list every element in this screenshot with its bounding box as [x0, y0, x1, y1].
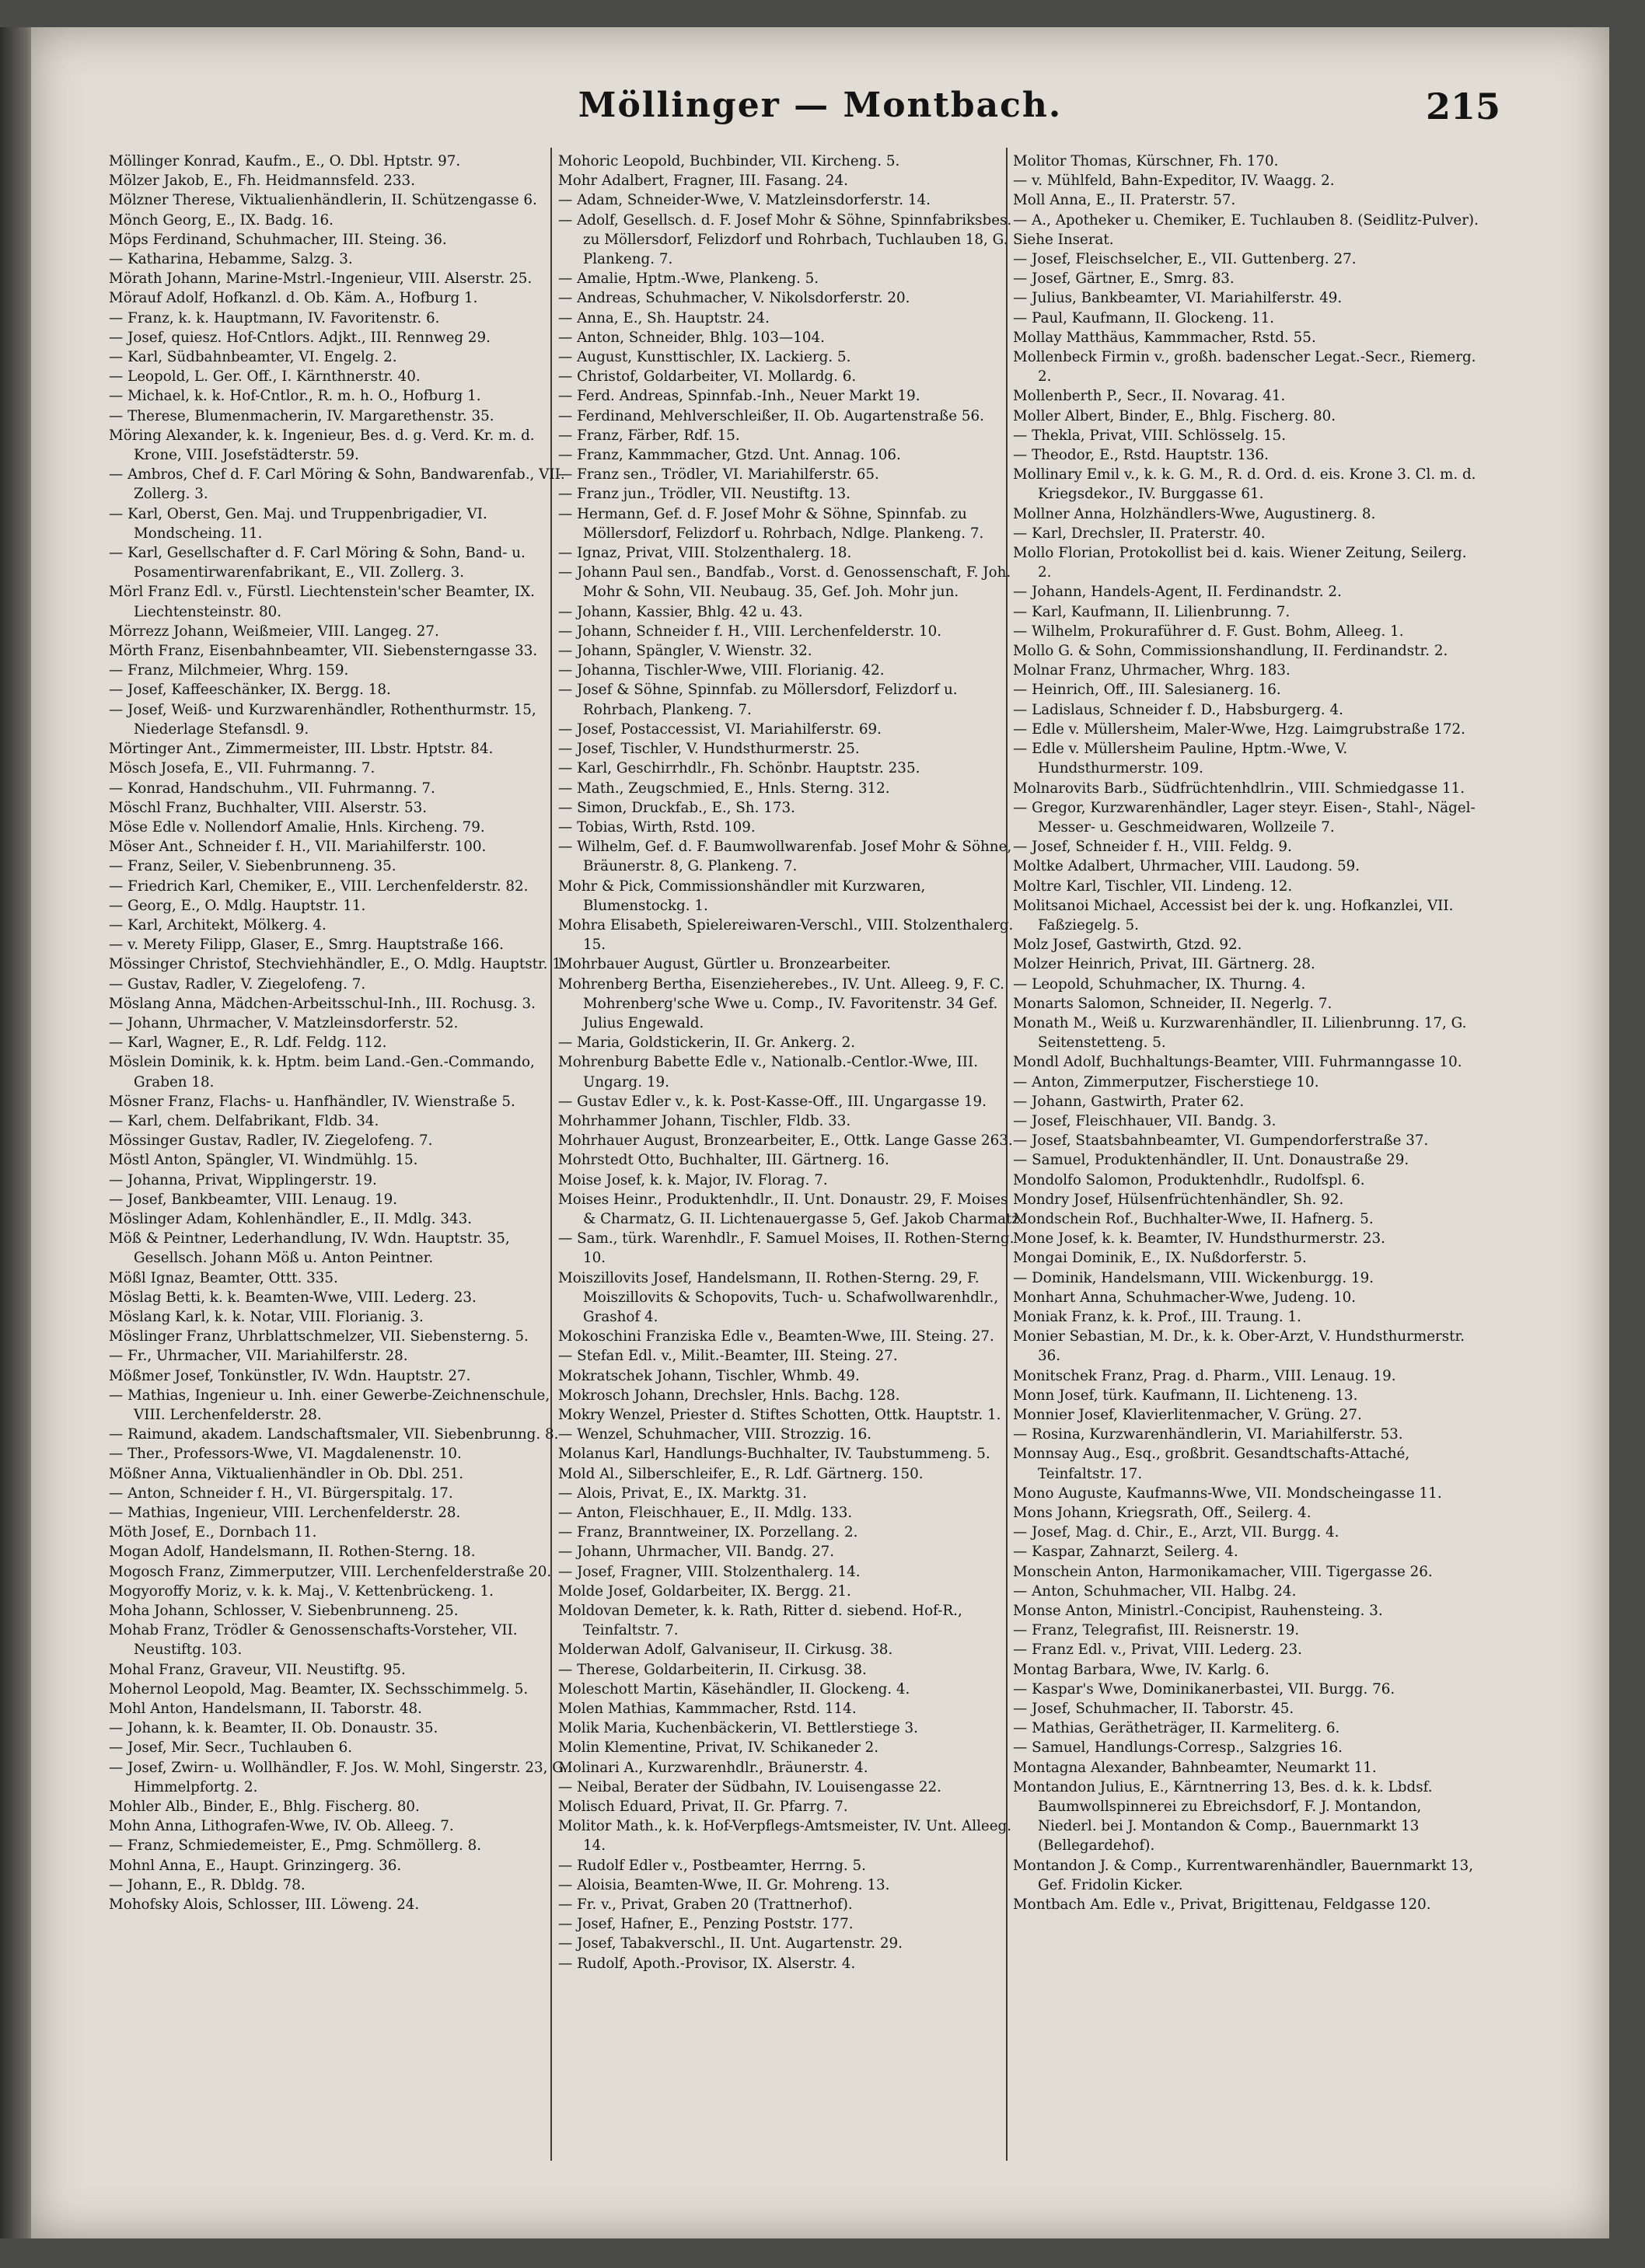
- directory-entry: — Karl, Oberst, Gen. Maj. und Truppenbrigadier, VI. Mondscheing. 11.: [109, 505, 487, 542]
- directory-entry: Mohler Alb., Binder, E., Bhlg. Fischerg. 80.: [109, 1799, 420, 1816]
- directory-entry: — Josef, Tabakverschl., II. Unt. Augartenstr. 29.: [558, 1935, 903, 1952]
- directory-entry: Mollenberth P., Secr., II. Novarag. 41.: [1013, 388, 1286, 405]
- directory-entry: — Ladislaus, Schneider f. D., Habsburgerg. 4.: [1013, 701, 1343, 718]
- running-head: Möllinger — Montbach.: [578, 85, 1063, 125]
- directory-entry: Monnsay Aug., Esq., großbrit. Gesandtschafts-Attaché, Teinfaltstr. 17.: [1013, 1446, 1410, 1482]
- directory-entry: — Thekla, Privat, VIII. Schlösselg. 15.: [1013, 427, 1287, 444]
- directory-entry: — Johann, k. k. Beamter, II. Ob. Donaustr. 35.: [109, 1720, 438, 1737]
- directory-entry: — August, Kunsttischler, IX. Lackierg. 5.: [558, 349, 851, 366]
- directory-entry: Möslinger Adam, Kohlenhändler, E., II. Mdlg. 343.: [109, 1210, 473, 1227]
- directory-entry: Mohr & Pick, Commissionshändler mit Kurzwaren, Blumenstockg. 1.: [558, 878, 926, 914]
- directory-entry: — v. Mühlfeld, Bahn-Expeditor, IV. Waagg. 2.: [1013, 173, 1335, 190]
- directory-entry: Molisch Eduard, Privat, II. Gr. Pfarrg. 7.: [558, 1799, 848, 1816]
- directory-entry: Molik Maria, Kuchenbäckerin, VI. Bettlerstiege 3.: [558, 1720, 918, 1737]
- directory-entry: — Franz jun., Trödler, VII. Neustiftg. 13.: [558, 486, 850, 503]
- directory-entry: — Josef, Tischler, V. Hundsthurmerstr. 25.: [558, 741, 860, 758]
- directory-entry: Mohrenburg Babette Edle v., Nationalb.-Centlor.-Wwe, III. Ungarg. 19.: [558, 1054, 979, 1090]
- directory-column-3: [1013, 152, 1479, 1914]
- directory-entry: Moltre Karl, Tischler, VII. Lindeng. 12.: [1013, 878, 1293, 895]
- directory-entry: — Julius, Bankbeamter, VI. Mariahilferstr. 49.: [1013, 290, 1343, 307]
- directory-entry: — Wenzel, Schuhmacher, VIII. Strozzig. 16.: [558, 1426, 872, 1443]
- directory-entry: — Johann, Handels-Agent, II. Ferdinandstr. 2.: [1013, 584, 1342, 601]
- directory-entry: Mondolfo Salomon, Produktenhdlr., Rudolfspl. 6.: [1013, 1171, 1365, 1188]
- directory-entry: Mohernol Leopold, Mag. Beamter, IX. Sechsschimmelg. 5.: [109, 1680, 529, 1698]
- directory-entry: — Karl, Südbahnbeamter, VI. Engelg. 2.: [109, 349, 397, 366]
- directory-entry: Monse Anton, Ministrl.-Concipist, Rauhensteing. 3.: [1013, 1603, 1383, 1620]
- directory-entry: — Josef, Hafner, E., Penzing Poststr. 177.: [558, 1916, 854, 1933]
- directory-entry: — Johann, Uhrmacher, V. Matzleinsdorferstr. 52.: [109, 1014, 459, 1031]
- directory-entry: Mollay Matthäus, Kammmacher, Rstd. 55.: [1013, 329, 1316, 346]
- directory-entry: Monn Josef, türk. Kaufmann, II. Lichteneng. 13.: [1013, 1387, 1358, 1404]
- directory-entry: Mongai Dominik, E., IX. Nußdorferstr. 5.: [1013, 1250, 1307, 1267]
- directory-entry: — Andreas, Schuhmacher, V. Nikolsdorferstr. 20.: [558, 290, 910, 307]
- directory-entry: Mohn Anna, Lithografen-Wwe, IV. Ob. Alleeg. 7.: [109, 1818, 454, 1835]
- directory-entry: Montagna Alexander, Bahnbeamter, Neumarkt 11.: [1013, 1759, 1377, 1776]
- directory-entry: Mörauf Adolf, Hofkanzl. d. Ob. Käm. A., Hofburg 1.: [109, 290, 478, 307]
- directory-entry: Molde Josef, Goldarbeiter, IX. Bergg. 21.: [558, 1582, 851, 1600]
- directory-entry: Monnier Josef, Klavierlitenmacher, V. Grüng. 27.: [1013, 1407, 1362, 1423]
- directory-entry: Molanus Karl, Handlungs-Buchhalter, IV. Taubstummeng. 5.: [558, 1446, 990, 1463]
- directory-entry: — Katharina, Hebamme, Salzg. 3.: [109, 251, 353, 268]
- directory-entry: Mölzner Therese, Viktualienhändlerin, II. Schützengasse 6.: [109, 192, 537, 209]
- directory-entry: — Josef, Kaffeeschänker, IX. Bergg. 18.: [109, 682, 391, 699]
- directory-entry: Moll Anna, E., II. Praterstr. 57.: [1013, 192, 1236, 209]
- directory-column-1: [109, 152, 575, 1914]
- directory-entry: — Josef, Mir. Secr., Tuchlauben 6.: [109, 1739, 353, 1757]
- directory-entry: — Michael, k. k. Hof-Cntlor., R. m. h. O., Hofburg 1.: [109, 388, 481, 405]
- directory-entry: Molitor Thomas, Kürschner, Fh. 170.: [1013, 153, 1279, 169]
- directory-entry: Mollner Anna, Holzhändlers-Wwe, Augustinerg. 8.: [1013, 505, 1376, 522]
- directory-entry: — Karl, Kaufmann, II. Lilienbrunng. 7.: [1013, 603, 1291, 620]
- directory-entry: Mohr Adalbert, Fragner, III. Fasang. 24.: [558, 173, 848, 190]
- directory-entry: Montag Barbara, Wwe, IV. Karlg. 6.: [1013, 1661, 1270, 1678]
- directory-entry: — Heinrich, Off., III. Salesianerg. 16.: [1013, 682, 1281, 699]
- directory-entry: — Rudolf Edler v., Postbeamter, Herrng. 5.: [558, 1857, 866, 1874]
- directory-entry: Monath M., Weiß u. Kurzwarenhändler, II. Lilienbrunng. 17, G. Seitenstetteng. 5.: [1013, 1014, 1467, 1052]
- directory-entry: — Josef, quiesz. Hof-Cntlors. Adjkt., III. Rennweg 29.: [109, 329, 491, 346]
- directory-entry: Möstl Anton, Spängler, VI. Windmühlg. 15.: [109, 1152, 418, 1169]
- directory-entry: Möschl Franz, Buchhalter, VIII. Alserstr. 53.: [109, 799, 428, 816]
- directory-entry: — Josef, Schneider f. H., VIII. Feldg. 9.: [1013, 839, 1292, 856]
- directory-entry: — Mathias, Gerätheträger, II. Karmeliterg. 6.: [1013, 1720, 1340, 1737]
- directory-column-2: [558, 152, 1025, 1973]
- directory-entry: — Therese, Blumenmacherin, IV. Margarethenstr. 35.: [109, 407, 494, 424]
- directory-entry: Mokry Wenzel, Priester d. Stiftes Schotten, Ottk. Hauptstr. 1.: [558, 1407, 1001, 1423]
- directory-entry: Mokratschek Johann, Tischler, Whmb. 49.: [558, 1367, 860, 1384]
- directory-entry: — Ther., Professors-Wwe, VI. Magdalenenstr. 10.: [109, 1446, 462, 1463]
- directory-entry: — Josef, Zwirn- u. Wollhändler, F. Jos. W. Mohl, Singerstr. 23, G. Himmelpfortg. 2.: [109, 1759, 568, 1795]
- directory-entry: — Wilhelm, Prokuraführer d. F. Gust. Bohm, Alleeg. 1.: [1013, 623, 1404, 640]
- directory-entry: — Raimund, akadem. Landschaftsmaler, VII. Siebenbrunng. 8.: [109, 1426, 559, 1443]
- directory-entry: — Fr., Uhrmacher, VII. Mariahilferstr. 28.: [109, 1348, 408, 1365]
- directory-entry: — Josef, Weiß- und Kurzwarenhändler, Rothenthurmstr. 15, Niederlage Stefansdl. 9.: [109, 701, 536, 738]
- page-number: 215: [1425, 85, 1500, 127]
- directory-entry: — Anton, Fleischhauer, E., II. Mdlg. 133.: [558, 1505, 853, 1522]
- directory-entry: Möring Alexander, k. k. Ingenieur, Bes. d. g. Verd. Kr. m. d. Krone, VIII. Josefstädterstr. 59.: [109, 427, 535, 464]
- directory-entry: — Rudolf, Apoth.-Provisor, IX. Alserstr. 4.: [558, 1955, 856, 1972]
- directory-entry: Mößner Anna, Viktualienhändler in Ob. Dbl. 251.: [109, 1465, 464, 1482]
- directory-entry: Mößmer Josef, Tonkünstler, IV. Wdn. Hauptstr. 27.: [109, 1367, 471, 1384]
- directory-entry: — Ambros, Chef d. F. Carl Möring & Sohn, Bandwarenfab., VII. Zollerg. 3.: [109, 466, 565, 503]
- directory-entry: — Karl, Geschirrhdlr., Fh. Schönbr. Hauptstr. 235.: [558, 760, 920, 777]
- directory-entry: Monschein Anton, Harmonikamacher, VIII. Tigergasse 26.: [1013, 1563, 1433, 1580]
- directory-entry: — Josef, Gärtner, E., Smrg. 83.: [1013, 270, 1235, 288]
- directory-entry: Moltke Adalbert, Uhrmacher, VIII. Laudong. 59.: [1013, 858, 1360, 875]
- directory-entry: — Karl, Drechsler, II. Praterstr. 40.: [1013, 525, 1266, 542]
- directory-entry: — Johanna, Tischler-Wwe, VIII. Florianig. 42.: [558, 662, 885, 679]
- directory-entry: — Anton, Schuhmacher, VII. Halbg. 24.: [1013, 1582, 1297, 1600]
- directory-entry: — Amalie, Hptm.-Wwe, Plankeng. 5.: [558, 270, 819, 288]
- directory-entry: Mohrstedt Otto, Buchhalter, III. Gärtnerg. 16.: [558, 1152, 889, 1169]
- directory-entry: — Fr. v., Privat, Graben 20 (Trattnerhof).: [558, 1896, 853, 1914]
- directory-entry: — Neibal, Berater der Südbahn, IV. Louisengasse 22.: [558, 1778, 941, 1795]
- directory-entry: — Anna, E., Sh. Hauptstr. 24.: [558, 309, 770, 326]
- directory-entry: Moller Albert, Binder, E., Bhlg. Fischerg. 80.: [1013, 407, 1336, 424]
- directory-entry: Mössinger Gustav, Radler, IV. Ziegelofeng. 7.: [109, 1132, 433, 1150]
- directory-entry: Mohrhammer Johann, Tischler, Fldb. 33.: [558, 1112, 851, 1129]
- directory-entry: — Ferdinand, Mehlverschleißer, II. Ob. Augartenstraße 56.: [558, 407, 984, 424]
- directory-entry: — Josef & Söhne, Spinnfab. zu Möllersdorf, Felizdorf u. Rohrbach, Plankeng. 7.: [558, 682, 958, 718]
- directory-entry: Möse Edle v. Nollendorf Amalie, Hnls. Kircheng. 79.: [109, 818, 485, 836]
- directory-entry: Mokoschini Franziska Edle v., Beamten-Wwe, III. Steing. 27.: [558, 1328, 994, 1345]
- directory-entry: Mollo Florian, Protokollist bei d. kais. Wiener Zeitung, Seilerg. 2.: [1013, 545, 1467, 581]
- directory-entry: — Josef, Staatsbahnbeamter, VI. Gumpendorferstraße 37.: [1013, 1132, 1429, 1150]
- directory-entry: Mörrezz Johann, Weißmeier, VIII. Langeg. 27.: [109, 623, 439, 640]
- directory-entry: Möslag Betti, k. k. Beamten-Wwe, VIII. Lederg. 23.: [109, 1289, 477, 1306]
- directory-entry: Moleschott Martin, Käsehändler, II. Glockeng. 4.: [558, 1680, 910, 1698]
- directory-entry: — Sam., türk. Warenhdlr., F. Samuel Moises, II. Rothen-Sterng. 10.: [558, 1230, 1015, 1267]
- directory-entry: — Konrad, Handschuhm., VII. Fuhrmanng. 7.: [109, 780, 435, 797]
- directory-entry: Mone Josef, k. k. Beamter, IV. Hundsthurmerstr. 23.: [1013, 1230, 1385, 1247]
- directory-entry: Mollo G. & Sohn, Commissionshandlung, II. Ferdinandstr. 2.: [1013, 643, 1448, 660]
- directory-entry: — Georg, E., O. Mdlg. Hauptstr. 11.: [109, 897, 366, 914]
- directory-entry: — Gustav, Radler, V. Ziegelofeng. 7.: [109, 975, 366, 993]
- directory-entry: Molitsanoi Michael, Accessist bei der k. ung. Hofkanzlei, VII. Faßziegelg. 5.: [1013, 897, 1454, 933]
- directory-entry: — Josef, Fragner, VIII. Stolzenthalerg. 14.: [558, 1563, 861, 1580]
- directory-entry: Möps Ferdinand, Schuhmacher, III. Steing. 36.: [109, 231, 447, 248]
- directory-entry: Mörth Franz, Eisenbahnbeamter, VII. Siebensterngasse 33.: [109, 643, 538, 660]
- directory-entry: Möllinger Konrad, Kaufm., E., O. Dbl. Hptstr. 97.: [109, 153, 461, 169]
- directory-entry: Molinari A., Kurzwarenhdlr., Bräunerstr. 4.: [558, 1759, 868, 1776]
- directory-entry: — Anton, Schneider f. H., VI. Bürgerspitalg. 17.: [109, 1485, 453, 1502]
- directory-entry: Moha Johann, Schlosser, V. Siebenbrunneng. 25.: [109, 1603, 459, 1620]
- directory-entry: Möser Ant., Schneider f. H., VII. Mariahilferstr. 100.: [109, 839, 487, 856]
- directory-entry: — Karl, Architekt, Mölkerg. 4.: [109, 916, 327, 933]
- directory-entry: — Johann Paul sen., Bandfab., Vorst. d. Genossenschaft, F. Joh. Mohr & Sohn, VII. Neubaug. 35, Gef. Joh. Mohr jun.: [558, 564, 1011, 601]
- directory-entry: Mösch Josefa, E., VII. Fuhrmanng. 7.: [109, 760, 375, 777]
- directory-entry: — Franz sen., Trödler, VI. Mariahilferstr. 65.: [558, 466, 879, 483]
- directory-entry: — Alois, Privat, E., IX. Marktg. 31.: [558, 1485, 807, 1502]
- directory-entry: — Rosina, Kurzwarenhändlerin, VI. Mariahilferstr. 53.: [1013, 1426, 1403, 1443]
- directory-entry: Möslinger Franz, Uhrblattschmelzer, VII. Siebensterng. 5.: [109, 1328, 529, 1345]
- directory-entry: — Leopold, L. Ger. Off., I. Kärnthnerstr. 40.: [109, 368, 421, 386]
- directory-entry: Mohofsky Alois, Schlosser, III. Löweng. 24.: [109, 1896, 420, 1914]
- directory-entry: — Samuel, Produktenhändler, II. Unt. Donaustraße 29.: [1013, 1152, 1409, 1169]
- directory-entry: Mölzer Jakob, E., Fh. Heidmannsfeld. 233.: [109, 173, 416, 190]
- directory-entry: — Mathias, Ingenieur u. Inh. einer Gewerbe-Zeichnenschule, VIII. Lerchenfelderstr. 28.: [109, 1387, 550, 1423]
- directory-entry: — Johann, Spängler, V. Wienstr. 32.: [558, 643, 812, 660]
- directory-entry: — Theodor, E., Rstd. Hauptstr. 136.: [1013, 447, 1269, 464]
- directory-entry: — A., Apotheker u. Chemiker, E. Tuchlauben 8. (Seidlitz-Pulver).: [1013, 211, 1479, 229]
- directory-entry: — Stefan Edl. v., Milit.-Beamter, III. Steing. 27.: [558, 1348, 898, 1365]
- directory-entry: Mokrosch Johann, Drechsler, Hnls. Bachg. 128.: [558, 1387, 900, 1404]
- directory-entry: — Johanna, Privat, Wipplingerstr. 19.: [109, 1171, 377, 1188]
- directory-entry: Molzer Heinrich, Privat, III. Gärtnerg. 28.: [1013, 956, 1315, 973]
- directory-entry: Monarts Salomon, Schneider, II. Negerlg. 7.: [1013, 995, 1332, 1012]
- directory-entry: — Gregor, Kurzwarenhändler, Lager steyr. Eisen-, Stahl-, Nägel- Messer- u. Geschmeidwaren, Wollzeile 7.: [1013, 799, 1476, 836]
- directory-entry: — Franz, Kammmacher, Gtzd. Unt. Annag. 106.: [558, 447, 901, 464]
- directory-entry: Molz Josef, Gastwirth, Gtzd. 92.: [1013, 937, 1242, 954]
- directory-entry: Mörl Franz Edl. v., Fürstl. Liechtenstein'scher Beamter, IX. Liechtensteinstr. 80.: [109, 584, 535, 620]
- directory-entry: Mörath Johann, Marine-Mstrl.-Ingenieur, VIII. Alserstr. 25.: [109, 270, 533, 288]
- directory-entry: — Friedrich Karl, Chemiker, E., VIII. Lerchenfelderstr. 82.: [109, 878, 529, 895]
- directory-entry: Montandon J. & Comp., Kurrentwarenhändler, Bauernmarkt 13, Gef. Fridolin Kicker.: [1013, 1857, 1474, 1893]
- directory-entry: Mollenbeck Firmin v., großh. badenscher Legat.-Secr., Riemerg. 2.: [1013, 349, 1476, 386]
- directory-entry: Möß & Peintner, Lederhandlung, IV. Wdn. Hauptstr. 35, Gesellsch. Johann Möß u. Anton Peintner.: [109, 1230, 510, 1267]
- directory-entry: — Johann, Schneider f. H., VIII. Lerchenfelderstr. 10.: [558, 623, 942, 640]
- directory-entry: Mohl Anton, Handelsmann, II. Taborstr. 48.: [109, 1701, 422, 1718]
- directory-entry: — Franz, Milchmeier, Whrg. 159.: [109, 662, 349, 679]
- directory-entry: Monier Sebastian, M. Dr., k. k. Ober-Arzt, V. Hundsthurmerstr. 36.: [1013, 1328, 1465, 1365]
- directory-entry: — Franz, Branntweiner, IX. Porzellang. 2.: [558, 1524, 858, 1541]
- directory-entry: Mogan Adolf, Handelsmann, II. Rothen-Sterng. 18.: [109, 1544, 476, 1561]
- directory-entry: Mohrhauer August, Bronzearbeiter, E., Ottk. Lange Gasse 263.: [558, 1132, 1013, 1150]
- directory-entry: — Johann, E., R. Dbldg. 78.: [109, 1876, 306, 1893]
- directory-entry: — Aloisia, Beamten-Wwe, II. Gr. Mohreng. 13.: [558, 1876, 890, 1893]
- directory-entry: Siehe Inserat.: [1013, 231, 1114, 248]
- directory-entry: Mößl Ignaz, Beamter, Ottt. 335.: [109, 1269, 338, 1286]
- directory-entry: Moiszillovits Josef, Handelsmann, II. Rothen-Sterng. 29, F. Moiszillovits & Schopovits, Tuch- u. Schafwollwarenhdlr., Grashof 4.: [558, 1269, 999, 1325]
- directory-entry: Mörtinger Ant., Zimmermeister, III. Lbstr. Hptstr. 84.: [109, 741, 494, 758]
- page-header: [31, 85, 1609, 140]
- directory-entry: — Anton, Schneider, Bhlg. 103—104.: [558, 329, 825, 346]
- directory-entry: — Dominik, Handelsmann, VIII. Wickenburgg. 19.: [1013, 1269, 1374, 1286]
- directory-entry: — Mathias, Ingenieur, VIII. Lerchenfelderstr. 28.: [109, 1505, 461, 1522]
- directory-entry: — Josef, Postaccessist, VI. Mariahilferstr. 69.: [558, 721, 882, 738]
- directory-entry: — Franz, Färber, Rdf. 15.: [558, 427, 740, 444]
- directory-entry: Moldovan Demeter, k. k. Rath, Ritter d. siebend. Hof-R., Teinfaltstr. 7.: [558, 1603, 962, 1639]
- directory-entry: — Anton, Zimmerputzer, Fischerstiege 10.: [1013, 1073, 1319, 1090]
- directory-entry: Mössinger Christof, Stechviehhändler, E., O. Mdlg. Hauptstr. 1.: [109, 956, 566, 973]
- directory-entry: Mogosch Franz, Zimmerputzer, VIII. Lerchenfelderstraße 20.: [109, 1563, 552, 1580]
- directory-entry: — Josef, Bankbeamter, VIII. Lenaug. 19.: [109, 1191, 398, 1208]
- directory-entry: — Franz, Schmiedemeister, E., Pmg. Schmöllerg. 8.: [109, 1837, 482, 1855]
- directory-entry: — Math., Zeugschmied, E., Hnls. Sterng. 312.: [558, 780, 890, 797]
- directory-entry: — Edle v. Müllersheim, Maler-Wwe, Hzg. Laimgrubstraße 172.: [1013, 721, 1465, 738]
- directory-entry: Mons Johann, Kriegsrath, Off., Seilerg. 4.: [1013, 1505, 1311, 1522]
- directory-entry: — Franz, Seiler, V. Siebenbrunneng. 35.: [109, 858, 396, 875]
- directory-entry: — Paul, Kaufmann, II. Glockeng. 11.: [1013, 309, 1275, 326]
- directory-entry: — Edle v. Müllersheim Pauline, Hptm.-Wwe, V. Hundsthurmerstr. 109.: [1013, 741, 1348, 777]
- directory-entry: Mondry Josef, Hülsenfrüchtenhändler, Sh. 92.: [1013, 1191, 1344, 1208]
- directory-entry: Mono Auguste, Kaufmanns-Wwe, VII. Mondscheingasse 11.: [1013, 1485, 1442, 1502]
- directory-entry: — Maria, Goldstickerin, II. Gr. Ankerg. 2.: [558, 1035, 856, 1052]
- directory-entry: Montbach Am. Edle v., Privat, Brigittenau, Feldgasse 120.: [1013, 1896, 1431, 1914]
- directory-entry: — Johann, Kassier, Bhlg. 42 u. 43.: [558, 603, 803, 620]
- directory-entry: — Josef, Fleischselcher, E., VII. Guttenberg. 27.: [1013, 251, 1357, 268]
- directory-entry: — Johann, Gastwirth, Prater 62.: [1013, 1093, 1245, 1110]
- directory-entry: — Franz Edl. v., Privat, VIII. Lederg. 23.: [1013, 1642, 1302, 1659]
- directory-entry: Monhart Anna, Schuhmacher-Wwe, Judeng. 10.: [1013, 1289, 1357, 1306]
- directory-entry: Molin Klementine, Privat, IV. Schikaneder 2.: [558, 1739, 879, 1757]
- directory-entry: Mogyoroffy Moriz, v. k. k. Maj., V. Kettenbrückeng. 1.: [109, 1582, 494, 1600]
- directory-entry: — Gustav Edler v., k. k. Post-Kasse-Off., III. Ungargasse 19.: [558, 1093, 987, 1110]
- directory-entry: Molitor Math., k. k. Hof-Verpflegs-Amtsmeister, IV. Unt. Alleeg. 14.: [558, 1818, 1012, 1855]
- directory-entry: — Leopold, Schuhmacher, IX. Thurng. 4.: [1013, 975, 1306, 993]
- directory-entry: Mondl Adolf, Buchhaltungs-Beamter, VIII. Fuhrmanngasse 10.: [1013, 1054, 1462, 1071]
- directory-entry: Moniak Franz, k. k. Prof., III. Traung. 1.: [1013, 1308, 1301, 1325]
- directory-entry: — Josef, Fleischhauer, VII. Bandg. 3.: [1013, 1112, 1277, 1129]
- directory-entry: — Karl, Wagner, E., R. Ldf. Feldg. 112.: [109, 1035, 387, 1052]
- directory-entry: — Johann, Uhrmacher, VII. Bandg. 27.: [558, 1544, 835, 1561]
- directory-entry: Molnar Franz, Uhrmacher, Whrg. 183.: [1013, 662, 1291, 679]
- directory-entry: Möslein Dominik, k. k. Hptm. beim Land.-Gen.-Commando, Graben 18.: [109, 1054, 535, 1090]
- directory-entry: — Karl, chem. Delfabrikant, Fldb. 34.: [109, 1112, 379, 1129]
- directory-entry: Möslang Karl, k. k. Notar, VIII. Florianig. 3.: [109, 1308, 424, 1325]
- directory-entry: Montandon Julius, E., Kärntnerring 13, Bes. d. k. k. Lbdsf. Baumwollspinnerei zu Ebreichsdorf, F. J. Montandon, Niederl. bei J. Montandon & Comp., Bauernmarkt 13 (Bellegardehof).: [1013, 1778, 1433, 1855]
- directory-entry: Moises Heinr., Produktenhdlr., II. Unt. Donaustr. 29, F. Moises & Charmatz, G. II. Lichtenauergasse 5, Gef. Jakob Charmatz.: [558, 1191, 1024, 1227]
- directory-entry: Monitschek Franz, Prag. d. Pharm., VIII. Lenaug. 19.: [1013, 1367, 1396, 1384]
- directory-entry: — Kaspar's Wwe, Dominikanerbastei, VII. Burgg. 76.: [1013, 1680, 1395, 1698]
- directory-entry: Mohrenberg Bertha, Eisenzieherebes., IV. Unt. Alleeg. 9, F. C. Mohrenberg'sche Wwe u. Comp., IV. Favoritenstr. 34 Gef. Julius Engewald.: [558, 975, 1004, 1031]
- directory-entry: — v. Merety Filipp, Glaser, E., Smrg. Hauptstraße 166.: [109, 937, 504, 954]
- directory-entry: — Karl, Gesellschafter d. F. Carl Möring & Sohn, Band- u. Posamentirwarenfabrikant, E., VII. Zollerg. 3.: [109, 545, 526, 581]
- directory-entry: Mösner Franz, Flachs- u. Hanfhändler, IV. Wienstraße 5.: [109, 1093, 515, 1110]
- directory-entry: Mold Al., Silberschleifer, E., R. Ldf. Gärtnerg. 150.: [558, 1465, 924, 1482]
- directory-entry: — Tobias, Wirth, Rstd. 109.: [558, 818, 756, 836]
- directory-entry: — Josef, Mag. d. Chir., E., Arzt, VII. Burgg. 4.: [1013, 1524, 1339, 1541]
- directory-entry: Mohrbauer August, Gürtler u. Bronzearbeiter.: [558, 956, 891, 973]
- directory-entry: — Kaspar, Zahnarzt, Seilerg. 4.: [1013, 1544, 1238, 1561]
- directory-entry: — Josef, Schuhmacher, II. Taborstr. 45.: [1013, 1701, 1294, 1718]
- directory-entry: — Franz, Telegrafist, III. Reisnerstr. 19.: [1013, 1622, 1300, 1639]
- directory-entry: — Adam, Schneider-Wwe, V. Matzleinsdorferstr. 14.: [558, 192, 931, 209]
- directory-entry: — Ferd. Andreas, Spinnfab.-Inh., Neuer Markt 19.: [558, 388, 920, 405]
- directory-entry: Mönch Georg, E., IX. Badg. 16.: [109, 211, 334, 229]
- directory-entry: — Ignaz, Privat, VIII. Stolzenthalerg. 18.: [558, 545, 852, 562]
- directory-entry: Mohal Franz, Graveur, VII. Neustiftg. 95.: [109, 1661, 406, 1678]
- directory-entry: Mohab Franz, Trödler & Genossenschafts-Vorsteher, VII. Neustiftg. 103.: [109, 1622, 518, 1659]
- directory-entry: — Simon, Druckfab., E., Sh. 173.: [558, 799, 795, 816]
- directory-entry: Möslang Anna, Mädchen-Arbeitsschul-Inh., III. Rochusg. 3.: [109, 995, 536, 1012]
- directory-entry: Molnarovits Barb., Südfrüchtenhdlrin., VIII. Schmiedgasse 11.: [1013, 780, 1465, 797]
- directory-entry: — Adolf, Gesellsch. d. F. Josef Mohr & Söhne, Spinnfabriksbes. zu Möllersdorf, Felizdorf und Rohrbach, Tuchlauben 18, G. Plankeng. 7.: [558, 211, 1012, 268]
- directory-entry: Mollinary Emil v., k. k. G. M., R. d. Ord. d. eis. Krone 3. Cl. m. d. Kriegsdekor., IV. Burggasse 61.: [1013, 466, 1476, 503]
- directory-entry: — Samuel, Handlungs-Corresp., Salzgries 16.: [1013, 1739, 1343, 1757]
- directory-entry: Mohoric Leopold, Buchbinder, VII. Kircheng. 5.: [558, 153, 900, 169]
- directory-entry: Mohnl Anna, E., Haupt. Grinzingerg. 36.: [109, 1857, 402, 1874]
- directory-entry: — Christof, Goldarbeiter, VI. Mollardg. 6.: [558, 368, 857, 386]
- directory-entry: — Therese, Goldarbeiterin, II. Cirkusg. 38.: [558, 1661, 867, 1678]
- directory-entry: Mondschein Rof., Buchhalter-Wwe, II. Hafnerg. 5.: [1013, 1210, 1374, 1227]
- directory-entry: Molen Mathias, Kammmacher, Rstd. 114.: [558, 1701, 857, 1718]
- directory-entry: Möth Josef, E., Dornbach 11.: [109, 1524, 317, 1541]
- directory-entry: Moise Josef, k. k. Major, IV. Florag. 7.: [558, 1171, 828, 1188]
- directory-entry: Molderwan Adolf, Galvaniseur, II. Cirkusg. 38.: [558, 1642, 893, 1659]
- directory-entry: — Wilhelm, Gef. d. F. Baumwollwarenfab. Josef Mohr & Söhne, Bräunerstr. 8, G. Plankeng. 7.: [558, 839, 1012, 875]
- directory-entry: — Hermann, Gef. d. F. Josef Mohr & Söhne, Spinnfab. zu Möllersdorf, Felizdorf u. Rohrbach, Ndlge. Plankeng. 7.: [558, 505, 984, 542]
- directory-entry: Mohra Elisabeth, Spielereiwaren-Verschl., VIII. Stolzenthalerg. 15.: [558, 916, 1014, 954]
- directory-entry: — Franz, k. k. Hauptmann, IV. Favoritenstr. 6.: [109, 309, 440, 326]
